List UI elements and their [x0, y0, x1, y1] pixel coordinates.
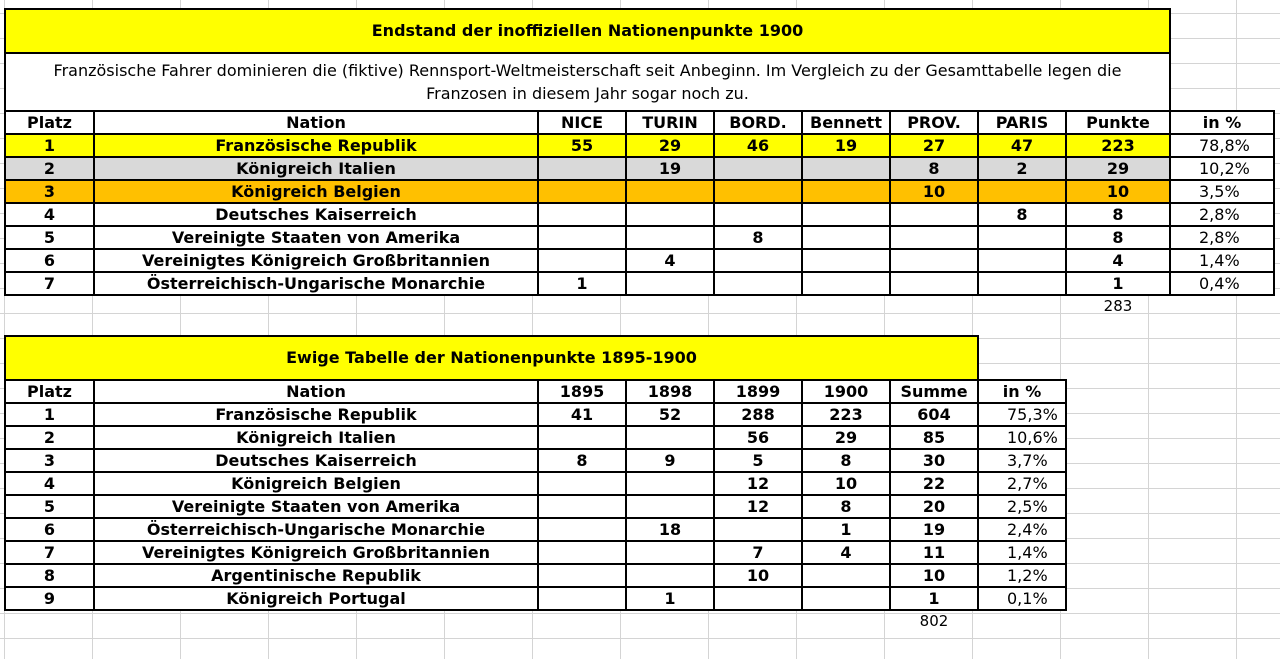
table-row — [5, 249, 1274, 272]
value-cell[interactable]: 29 — [1066, 157, 1170, 180]
value-cell[interactable]: 1 — [5, 403, 94, 426]
nation-cell[interactable]: Österreichisch-Ungarische Monarchie — [94, 272, 538, 295]
value-cell[interactable]: 11 — [890, 541, 978, 564]
percent-cell[interactable]: 2,8% — [1170, 203, 1274, 226]
value-cell[interactable] — [890, 249, 978, 272]
header-cell[interactable]: Nation — [94, 111, 538, 134]
value-cell[interactable] — [802, 180, 890, 203]
value-cell[interactable] — [538, 541, 626, 564]
value-cell[interactable] — [538, 226, 626, 249]
value-cell[interactable] — [626, 203, 714, 226]
value-cell[interactable]: 2 — [5, 157, 94, 180]
value-cell[interactable]: 10 — [1066, 180, 1170, 203]
nation-cell[interactable]: Vereinigte Staaten von Amerika — [94, 226, 538, 249]
table-row — [5, 157, 1274, 180]
percent-cell[interactable]: 10,2% — [1170, 157, 1274, 180]
value-cell[interactable]: 5 — [5, 495, 94, 518]
value-cell[interactable]: 55 — [538, 134, 626, 157]
value-cell[interactable] — [978, 180, 1066, 203]
value-cell[interactable]: 8 — [538, 449, 626, 472]
header-cell[interactable]: 1900 — [802, 380, 890, 403]
value-cell[interactable]: 4 — [5, 203, 94, 226]
header-cell[interactable]: Summe — [890, 380, 978, 403]
nation-cell[interactable]: Vereinigtes Königreich Großbritannien — [94, 541, 538, 564]
value-cell[interactable]: 223 — [1066, 134, 1170, 157]
header-cell[interactable]: in % — [1170, 111, 1274, 134]
value-cell[interactable] — [626, 426, 714, 449]
percent-cell[interactable]: 3,7% — [978, 449, 1066, 472]
percent-cell[interactable]: 1,4% — [978, 541, 1066, 564]
value-cell[interactable]: 2 — [978, 157, 1066, 180]
value-cell[interactable]: 19 — [890, 518, 978, 541]
table-row — [5, 518, 1066, 541]
table-row — [5, 403, 1066, 426]
header-cell[interactable]: Platz — [5, 111, 94, 134]
value-cell[interactable]: 9 — [5, 587, 94, 610]
value-cell[interactable] — [802, 587, 890, 610]
value-cell[interactable] — [802, 203, 890, 226]
value-cell[interactable] — [626, 226, 714, 249]
table-row — [5, 180, 1274, 203]
value-cell[interactable]: 7 — [5, 541, 94, 564]
value-cell[interactable] — [714, 272, 802, 295]
value-cell[interactable]: 1 — [538, 272, 626, 295]
value-cell[interactable] — [538, 518, 626, 541]
value-cell[interactable]: 288 — [714, 403, 802, 426]
value-cell[interactable] — [626, 541, 714, 564]
percent-cell[interactable]: 2,8% — [1170, 226, 1274, 249]
table2-header-row — [5, 380, 1066, 403]
value-cell[interactable]: 4 — [626, 249, 714, 272]
value-cell[interactable]: 223 — [802, 403, 890, 426]
value-cell[interactable]: 8 — [802, 495, 890, 518]
table1-description[interactable]: Französische Fahrer dominieren die (fiktive) Rennsport-Weltmeisterschaft seit Anbeginn. Im Vergleich zu der Gesamttabelle legen die Franzosen in diesem Jahr sogar noch zu. — [5, 53, 1170, 111]
header-cell[interactable]: PARIS — [978, 111, 1066, 134]
value-cell[interactable]: 47 — [978, 134, 1066, 157]
nation-cell[interactable]: Vereinigte Staaten von Amerika — [94, 495, 538, 518]
nation-cell[interactable]: Französische Republik — [94, 403, 538, 426]
percent-cell[interactable]: 1,4% — [1170, 249, 1274, 272]
nation-cell[interactable]: Argentinische Republik — [94, 564, 538, 587]
value-cell[interactable]: 8 — [978, 203, 1066, 226]
value-cell[interactable]: 8 — [890, 157, 978, 180]
value-cell[interactable] — [978, 272, 1066, 295]
value-cell[interactable]: 10 — [714, 564, 802, 587]
table-row — [5, 134, 1274, 157]
header-cell[interactable]: Bennett — [802, 111, 890, 134]
table-row — [5, 449, 1066, 472]
nation-cell[interactable]: Österreichisch-Ungarische Monarchie — [94, 518, 538, 541]
table-row — [5, 426, 1066, 449]
percent-cell[interactable]: 78,8% — [1170, 134, 1274, 157]
value-cell[interactable] — [626, 180, 714, 203]
value-cell[interactable]: 2 — [5, 426, 94, 449]
nation-cell[interactable]: Vereinigtes Königreich Großbritannien — [94, 249, 538, 272]
value-cell[interactable]: 46 — [714, 134, 802, 157]
value-cell[interactable]: 18 — [626, 518, 714, 541]
value-cell[interactable] — [538, 587, 626, 610]
table-row — [5, 203, 1274, 226]
value-cell[interactable] — [538, 564, 626, 587]
value-cell[interactable]: 10 — [890, 564, 978, 587]
value-cell[interactable]: 12 — [714, 495, 802, 518]
header-cell[interactable]: 1895 — [538, 380, 626, 403]
value-cell[interactable] — [626, 495, 714, 518]
value-cell[interactable] — [890, 203, 978, 226]
value-cell[interactable]: 5 — [5, 226, 94, 249]
value-cell[interactable] — [626, 472, 714, 495]
value-cell[interactable]: 6 — [5, 518, 94, 541]
percent-cell[interactable]: 10,6% — [978, 426, 1066, 449]
value-cell[interactable]: 1 — [1066, 272, 1170, 295]
value-cell[interactable] — [714, 180, 802, 203]
value-cell[interactable]: 27 — [890, 134, 978, 157]
value-cell[interactable]: 1 — [890, 587, 978, 610]
value-cell[interactable]: 8 — [5, 564, 94, 587]
value-cell[interactable] — [626, 272, 714, 295]
value-cell[interactable]: 10 — [890, 180, 978, 203]
table2-title[interactable]: Ewige Tabelle der Nationenpunkte 1895-1900 — [5, 336, 978, 380]
value-cell[interactable]: 12 — [714, 472, 802, 495]
value-cell[interactable]: 6 — [5, 249, 94, 272]
value-cell[interactable]: 22 — [890, 472, 978, 495]
header-cell[interactable]: Punkte — [1066, 111, 1170, 134]
header-cell[interactable]: 1898 — [626, 380, 714, 403]
value-cell[interactable]: 3 — [5, 449, 94, 472]
value-cell[interactable]: 4 — [5, 472, 94, 495]
value-cell[interactable]: 9 — [626, 449, 714, 472]
table-row — [5, 495, 1066, 518]
value-cell[interactable] — [802, 157, 890, 180]
value-cell[interactable]: 52 — [626, 403, 714, 426]
value-cell[interactable] — [714, 518, 802, 541]
value-cell[interactable] — [802, 272, 890, 295]
header-cell[interactable]: Platz — [5, 380, 94, 403]
nation-cell[interactable]: Deutsches Kaiserreich — [94, 203, 538, 226]
percent-cell[interactable]: 2,4% — [978, 518, 1066, 541]
value-cell[interactable]: 19 — [626, 157, 714, 180]
table2-total[interactable]: 802 — [919, 612, 949, 630]
value-cell[interactable] — [978, 249, 1066, 272]
header-cell[interactable]: 1899 — [714, 380, 802, 403]
header-cell[interactable]: PROV. — [890, 111, 978, 134]
value-cell[interactable]: 8 — [802, 449, 890, 472]
header-cell[interactable]: Nation — [94, 380, 538, 403]
value-cell[interactable] — [890, 226, 978, 249]
value-cell[interactable] — [538, 180, 626, 203]
table-row — [5, 587, 1066, 610]
value-cell[interactable]: 30 — [890, 449, 978, 472]
percent-cell[interactable]: 1,2% — [978, 564, 1066, 587]
value-cell[interactable]: 3 — [5, 180, 94, 203]
value-cell[interactable]: 4 — [802, 541, 890, 564]
all-time-nation-points-table — [4, 335, 1067, 632]
table1-title[interactable]: Endstand der inoffiziellen Nationenpunkte 1900 — [5, 9, 1170, 53]
percent-cell[interactable]: 2,5% — [978, 495, 1066, 518]
value-cell[interactable] — [714, 157, 802, 180]
header-cell[interactable]: BORD. — [714, 111, 802, 134]
value-cell[interactable] — [626, 564, 714, 587]
nation-points-1900-table — [4, 8, 1275, 317]
value-cell[interactable] — [538, 495, 626, 518]
table1-header-row — [5, 111, 1274, 134]
value-cell[interactable] — [714, 587, 802, 610]
value-cell[interactable]: 604 — [890, 403, 978, 426]
value-cell[interactable]: 1 — [802, 518, 890, 541]
table1-total[interactable]: 283 — [1103, 297, 1133, 315]
value-cell[interactable] — [538, 472, 626, 495]
value-cell[interactable]: 7 — [714, 541, 802, 564]
table-row — [5, 541, 1066, 564]
value-cell[interactable] — [890, 272, 978, 295]
value-cell[interactable]: 29 — [802, 426, 890, 449]
percent-cell[interactable]: 0,4% — [1170, 272, 1274, 295]
nation-cell[interactable]: Königreich Italien — [94, 426, 538, 449]
value-cell[interactable]: 1 — [626, 587, 714, 610]
value-cell[interactable]: 56 — [714, 426, 802, 449]
header-cell[interactable]: NICE — [538, 111, 626, 134]
value-cell[interactable]: 5 — [714, 449, 802, 472]
value-cell[interactable] — [538, 203, 626, 226]
percent-cell[interactable]: 75,3% — [978, 403, 1066, 426]
value-cell[interactable]: 41 — [538, 403, 626, 426]
percent-cell[interactable]: 3,5% — [1170, 180, 1274, 203]
value-cell[interactable]: 85 — [890, 426, 978, 449]
value-cell[interactable]: 7 — [5, 272, 94, 295]
table-row — [5, 564, 1066, 587]
header-cell[interactable]: TURIN — [626, 111, 714, 134]
value-cell[interactable]: 10 — [802, 472, 890, 495]
nation-cell[interactable]: Französische Republik — [94, 134, 538, 157]
value-cell[interactable] — [802, 564, 890, 587]
value-cell[interactable]: 1 — [5, 134, 94, 157]
value-cell[interactable]: 29 — [626, 134, 714, 157]
table-row — [5, 272, 1274, 295]
value-cell[interactable]: 4 — [1066, 249, 1170, 272]
value-cell[interactable] — [538, 157, 626, 180]
value-cell[interactable] — [802, 226, 890, 249]
value-cell[interactable]: 20 — [890, 495, 978, 518]
nation-cell[interactable]: Königreich Belgien — [94, 472, 538, 495]
percent-cell[interactable]: 2,7% — [978, 472, 1066, 495]
value-cell[interactable] — [714, 249, 802, 272]
nation-cell[interactable]: Königreich Belgien — [94, 180, 538, 203]
table-row — [5, 472, 1066, 495]
value-cell[interactable]: 8 — [1066, 226, 1170, 249]
value-cell[interactable]: 8 — [1066, 203, 1170, 226]
value-cell[interactable] — [802, 249, 890, 272]
header-cell[interactable]: in % — [978, 380, 1066, 403]
value-cell[interactable] — [978, 226, 1066, 249]
nation-cell[interactable]: Königreich Italien — [94, 157, 538, 180]
table-row — [5, 226, 1274, 249]
value-cell[interactable]: 8 — [714, 226, 802, 249]
value-cell[interactable]: 19 — [802, 134, 890, 157]
value-cell[interactable] — [538, 249, 626, 272]
value-cell[interactable] — [538, 426, 626, 449]
nation-cell[interactable]: Königreich Portugal — [94, 587, 538, 610]
nation-cell[interactable]: Deutsches Kaiserreich — [94, 449, 538, 472]
percent-cell[interactable]: 0,1% — [978, 587, 1066, 610]
value-cell[interactable] — [714, 203, 802, 226]
